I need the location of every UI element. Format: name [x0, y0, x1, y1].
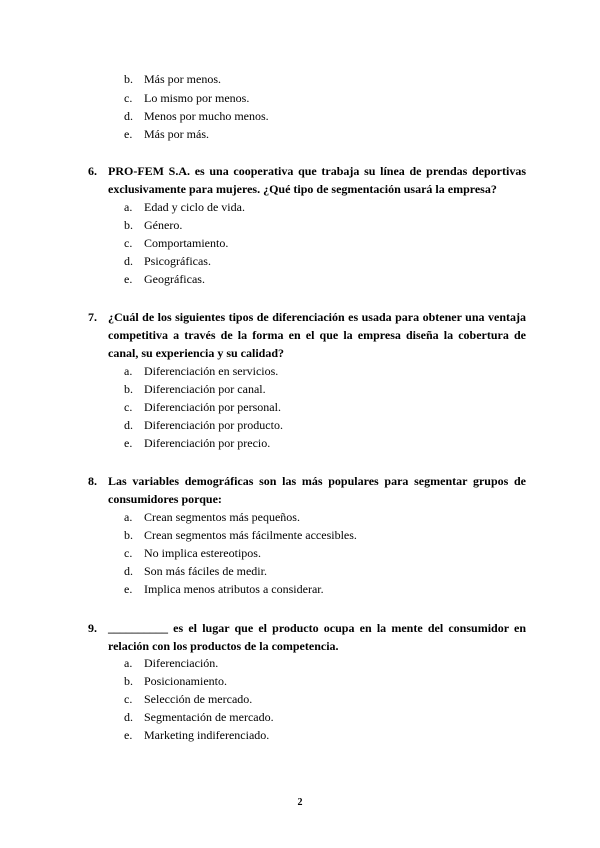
question-8	[88, 472, 526, 508]
q8-option-a: a. Crean segmentos más pequeños.	[124, 510, 300, 524]
question-number: 9.	[88, 621, 97, 635]
page-number: 2	[297, 797, 303, 808]
q9-option-b: b. Posicionamiento.	[124, 674, 227, 688]
q6-option-b: b. Género.	[124, 218, 183, 232]
q8-option-e: e. Implica menos atributos a considerar.	[124, 582, 324, 596]
question-number: 6.	[88, 164, 97, 178]
q8-option-b: b. Crean segmentos más fácilmente accesibles.	[124, 528, 357, 542]
q6-option-a: a. Edad y ciclo de vida.	[124, 200, 245, 214]
q8-option-d: d. Son más fáciles de medir.	[124, 564, 267, 578]
question-text: Las variables demográficas son las más populares para segmentar grupos de consumidores porque:	[108, 474, 526, 506]
q9-option-e: e. Marketing indiferenciado.	[124, 728, 270, 742]
top-option-b: b. Más por menos.	[124, 72, 221, 86]
q7-option-e: e. Diferenciación por precio.	[124, 436, 271, 450]
question-7	[88, 308, 526, 362]
question-number: 7.	[88, 310, 97, 324]
q6-option-e: e. Geográficas.	[124, 272, 205, 286]
top-option-d: d. Menos por mucho menos.	[124, 109, 269, 123]
question-number: 8.	[88, 474, 97, 488]
q7-option-b: b. Diferenciación por canal.	[124, 382, 266, 396]
question-6	[88, 162, 526, 198]
q7-option-a: a. Diferenciación en servicios.	[124, 364, 279, 378]
top-option-e: e. Más por más.	[124, 127, 209, 141]
question-text: ¿Cuál de los siguientes tipos de diferenciación es usada para obtener una ventaja competitiva a través de la forma en el que la empresa diseña la cobertura de canal, su experiencia y su calidad?	[108, 310, 526, 360]
q9-option-d: d. Segmentación de mercado.	[124, 710, 274, 724]
question-text: PRO-FEM S.A. es una cooperativa que trabaja su línea de prendas deportivas exclusivamente para mujeres. ¿Qué tipo de segmentación usará la empresa?	[108, 164, 526, 196]
q7-option-c: c. Diferenciación por personal.	[124, 400, 281, 414]
question-9	[88, 619, 526, 655]
q7-option-d: d. Diferenciación por producto.	[124, 418, 283, 432]
q8-option-c: c. No implica estereotipos.	[124, 546, 261, 560]
q9-option-c: c. Selección de mercado.	[124, 692, 253, 706]
top-option-c: c. Lo mismo por menos.	[124, 91, 250, 105]
q9-option-a: a. Diferenciación.	[124, 656, 219, 670]
q6-option-d: d. Psicográficas.	[124, 254, 211, 268]
question-text: __________ es el lugar que el producto ocupa en la mente del consumidor en relación con los productos de la competencia.	[108, 621, 526, 653]
q6-option-c: c. Comportamiento.	[124, 236, 229, 250]
